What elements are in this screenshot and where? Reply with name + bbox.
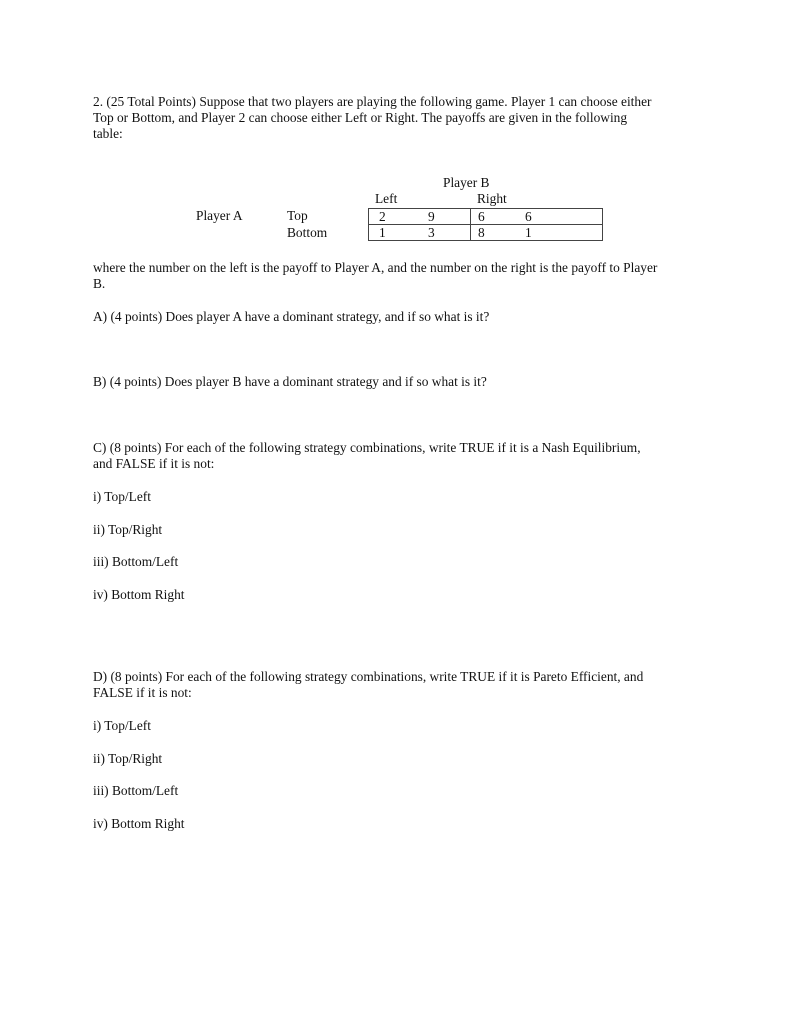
explanation-line-1: where the number on the left is the payoff to Player A, and the number on the right is the payoff to Player — [93, 260, 658, 275]
part-c-item-3: iii) Bottom/Left — [93, 554, 179, 569]
payoff-a-bottom-left: 1 — [379, 225, 386, 240]
part-c-question-line-2: and FALSE if it is not: — [93, 456, 215, 471]
payoff-row-bottom — [369, 225, 603, 241]
payoff-b-bottom-left: 3 — [428, 225, 435, 240]
part-d-item-3: iii) Bottom/Left — [93, 783, 179, 798]
row-top-label: Top — [287, 208, 308, 223]
payoff-a-top-left: 2 — [379, 209, 386, 224]
part-d-question-line-1: D) (8 points) For each of the following strategy combinations, write TRUE if it is Pareto Efficient, and — [93, 669, 644, 684]
question-intro-line-3: table: — [93, 126, 123, 141]
payoff-cell-bottom-left — [369, 225, 471, 241]
part-c-item-2: ii) Top/Right — [93, 522, 163, 537]
part-d-item-4: iv) Bottom Right — [93, 816, 185, 831]
column-right-label: Right — [477, 191, 507, 206]
part-c-item-4: iv) Bottom Right — [93, 587, 185, 602]
payoff-b-bottom-right: 1 — [525, 225, 532, 240]
row-bottom-label: Bottom — [287, 225, 328, 240]
payoff-cell-top-left — [369, 209, 471, 225]
question-intro-line-2: Top or Bottom, and Player 2 can choose either Left or Right. The payoffs are given in the following — [93, 110, 628, 125]
payoff-table — [368, 208, 603, 241]
part-b-question: B) (4 points) Does player B have a dominant strategy and if so what is it? — [93, 374, 487, 389]
payoff-b-top-left: 9 — [428, 209, 435, 224]
part-d-question-line-2: FALSE if it is not: — [93, 685, 192, 700]
player-b-label: Player B — [443, 175, 490, 190]
player-a-label: Player A — [196, 208, 243, 223]
column-left-label: Left — [375, 191, 398, 206]
payoff-b-top-right: 6 — [525, 209, 532, 224]
part-c-item-1: i) Top/Left — [93, 489, 151, 504]
payoff-a-top-right: 6 — [478, 209, 485, 224]
explanation-line-2: B. — [93, 276, 106, 291]
question-intro-line-1: 2. (25 Total Points) Suppose that two players are playing the following game. Player 1 can choose either — [93, 94, 652, 109]
payoff-cell-top-right — [471, 209, 603, 225]
payoff-cell-bottom-right — [471, 225, 603, 241]
part-d-item-2: ii) Top/Right — [93, 751, 163, 766]
payoff-a-bottom-right: 8 — [478, 225, 485, 240]
payoff-row-top — [369, 209, 603, 225]
part-c-question-line-1: C) (8 points) For each of the following strategy combinations, write TRUE if it is a Nash Equilibrium, — [93, 440, 641, 455]
part-a-question: A) (4 points) Does player A have a dominant strategy, and if so what is it? — [93, 309, 490, 324]
part-d-item-1: i) Top/Left — [93, 718, 151, 733]
